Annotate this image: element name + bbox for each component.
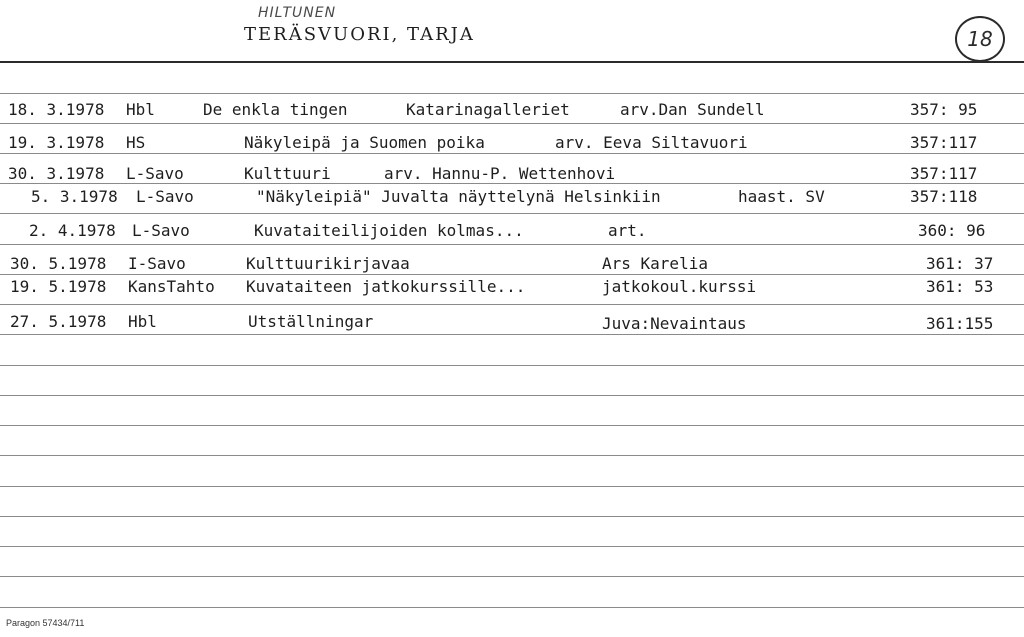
entry-date: 2. 4.1978 [29,221,116,240]
entry-ref: 357:118 [910,187,978,206]
entry-note: arv.Dan Sundell [620,100,765,119]
entry-note: jatkokoul.kurssi [602,277,757,296]
rule-line [0,244,1024,245]
entry-title: Näkyleipä ja Suomen poika [244,133,485,152]
entry-title: Kulttuuri [244,164,331,183]
rule-line [0,213,1024,214]
entry-ref: 357:117 [910,133,978,152]
entry-source: L-Savo [132,221,190,240]
entry-title: Kulttuurikirjavaa [246,254,410,273]
rule-line [0,365,1024,366]
entry-date: 18. 3.1978 [8,100,105,119]
entry-note: arv. Hannu-P. Wettenhovi [384,164,616,183]
rule-line [0,425,1024,426]
entry-ref: 360: 96 [918,221,986,240]
entry-note: Juva:Nevaintaus [602,314,747,333]
entry-ref: 361: 37 [926,254,994,273]
rule-line [0,183,1024,184]
card-title: TERÄSVUORI, TARJA [244,24,475,45]
entry-source: Hbl [126,100,155,119]
rule-line [0,395,1024,396]
rule-line [0,334,1024,335]
entry-place: Katarinagalleriet [406,100,570,119]
entry-note: haast. SV [738,187,825,206]
rule-line [0,546,1024,547]
rule-line [0,455,1024,456]
entry-date: 19. 5.1978 [10,277,107,296]
entry-ref: 361:155 [926,314,994,333]
entry-source: I-Savo [128,254,186,273]
entry-date: 30. 5.1978 [10,254,107,273]
entry-source: HS [126,133,146,152]
entry-source: KansTahto [128,277,215,296]
entry-date: 19. 3.1978 [8,133,105,152]
entry-title: Kuvataiteen jatkokurssille... [246,277,526,296]
entry-date: 30. 3.1978 [8,164,105,183]
entry-title: Kuvataiteilijoiden kolmas... [254,221,524,240]
rule-line [0,304,1024,305]
entry-source: L-Savo [136,187,194,206]
printer-imprint: Paragon 57434/711 [6,618,85,628]
entry-note: Ars Karelia [602,254,708,273]
entry-source: Hbl [128,312,157,331]
entry-note: art. [608,221,647,240]
handwritten-note: HILTUNEN [258,5,337,21]
rule-line [0,123,1024,124]
entry-title: Utställningar [248,312,374,331]
rule-line [0,516,1024,517]
entry-date: 27. 5.1978 [10,312,107,331]
entry-ref: 357: 95 [910,100,978,119]
rule-line [0,274,1024,275]
entry-ref: 357:117 [910,164,978,183]
entry-note: arv. Eeva Siltavuori [555,133,748,152]
card-number-badge: 18 [955,16,1005,62]
entry-title: "Näkyleipiä" Juvalta näyttelynä Helsinkiin [256,187,661,206]
entry-date: 5. 3.1978 [31,187,118,206]
entry-title: De enkla tingen [203,100,348,119]
entry-source: L-Savo [126,164,184,183]
header-rule [0,61,1024,63]
entry-ref: 361: 53 [926,277,994,296]
rule-line [0,486,1024,487]
rule-line [0,607,1024,608]
rule-line [0,153,1024,154]
rule-line [0,93,1024,94]
rule-line [0,576,1024,577]
